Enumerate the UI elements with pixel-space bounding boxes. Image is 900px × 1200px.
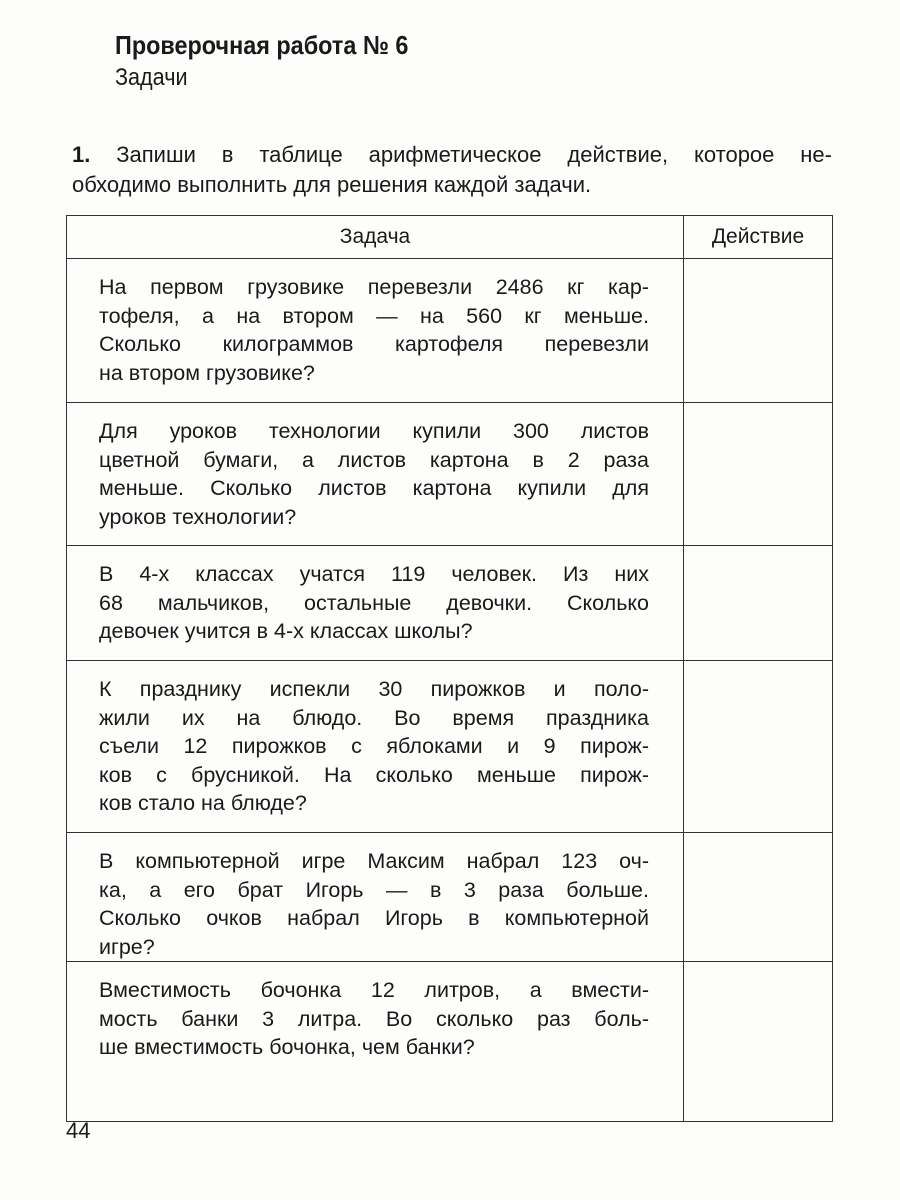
- task-line: Сколько очков набрал Игорь в компьютерной: [99, 906, 649, 930]
- page-number: 44: [66, 1118, 91, 1143]
- page-subtitle: Задачи: [115, 64, 188, 91]
- task-line: съели 12 пирожков с яблоками и 9 пирож-: [99, 734, 649, 758]
- task-text: [67, 546, 684, 661]
- task-line: К празднику испекли 30 пирожков и поло-: [99, 677, 649, 701]
- task-line: мость банки 3 литра. Во сколько раз боль-: [99, 1006, 649, 1031]
- action-answer-cell[interactable]: [684, 403, 833, 546]
- table-row: [67, 833, 833, 962]
- task-line: уроков технологии?: [99, 504, 297, 529]
- task-line: На первом грузовике перевезли 2486 кг кар-: [99, 275, 649, 299]
- task-line: В 4-х классах учатся 119 человек. Из них: [99, 562, 649, 586]
- tasks-table: [66, 215, 833, 1122]
- task-line: ков с брусникой. На сколько меньше пирож-: [99, 762, 649, 787]
- task-line: 68 мальчиков, остальные девочки. Сколько: [99, 590, 649, 615]
- table-header-row: [67, 216, 833, 259]
- table-row: [67, 546, 833, 661]
- action-answer-cell[interactable]: [684, 833, 833, 962]
- task-line: жили их на блюдо. Во время праздника: [99, 705, 649, 730]
- task-line: ше вместимость бочонка, чем банки?: [99, 1035, 475, 1059]
- task-line: Вместимость бочонка 12 литров, а вмести-: [99, 978, 649, 1002]
- task-text: [67, 661, 684, 833]
- task-line: цветной бумаги, а листов картона в 2 раза: [99, 447, 649, 472]
- task-line: меньше. Сколько листов картона купили для: [99, 476, 649, 500]
- page-title: Проверочная работа № 6: [115, 30, 409, 60]
- task-text: [67, 962, 684, 1122]
- table-row: [67, 403, 833, 546]
- task-line: ка, а его брат Игорь — в 3 раза больше.: [99, 877, 649, 902]
- task-line: Сколько килограммов картофеля перевезли: [99, 332, 649, 356]
- exercise-instruction: [72, 140, 832, 200]
- action-answer-cell[interactable]: [684, 962, 833, 1122]
- task-line: девочек учится в 4-х классах школы?: [99, 619, 473, 643]
- column-header-task: Задача: [67, 216, 684, 259]
- task-line: на втором грузовике?: [99, 360, 315, 385]
- action-answer-cell[interactable]: [684, 546, 833, 661]
- table-row: [67, 962, 833, 1122]
- exercise-number: 1.: [72, 142, 91, 167]
- task-line: Для уроков технологии купили 300 листов: [99, 419, 649, 443]
- task-line: ков стало на блюде?: [99, 791, 307, 815]
- task-text: [67, 403, 684, 546]
- instruction-line: обходимо выполнить для решения каждой задачи.: [72, 172, 592, 197]
- task-text: [67, 833, 684, 962]
- action-answer-cell[interactable]: [684, 259, 833, 403]
- task-line: В компьютерной игре Максим набрал 123 оч-: [99, 849, 649, 873]
- table-row: [67, 259, 833, 403]
- column-header-action: Действие: [684, 216, 833, 259]
- task-line: тофеля, а на втором — на 560 кг меньше.: [99, 303, 649, 328]
- task-line: игре?: [99, 934, 155, 959]
- action-answer-cell[interactable]: [684, 661, 833, 833]
- table-row: [67, 661, 833, 833]
- instruction-line: Запиши в таблице арифметическое действие, которое не-: [116, 142, 832, 167]
- task-text: [67, 259, 684, 403]
